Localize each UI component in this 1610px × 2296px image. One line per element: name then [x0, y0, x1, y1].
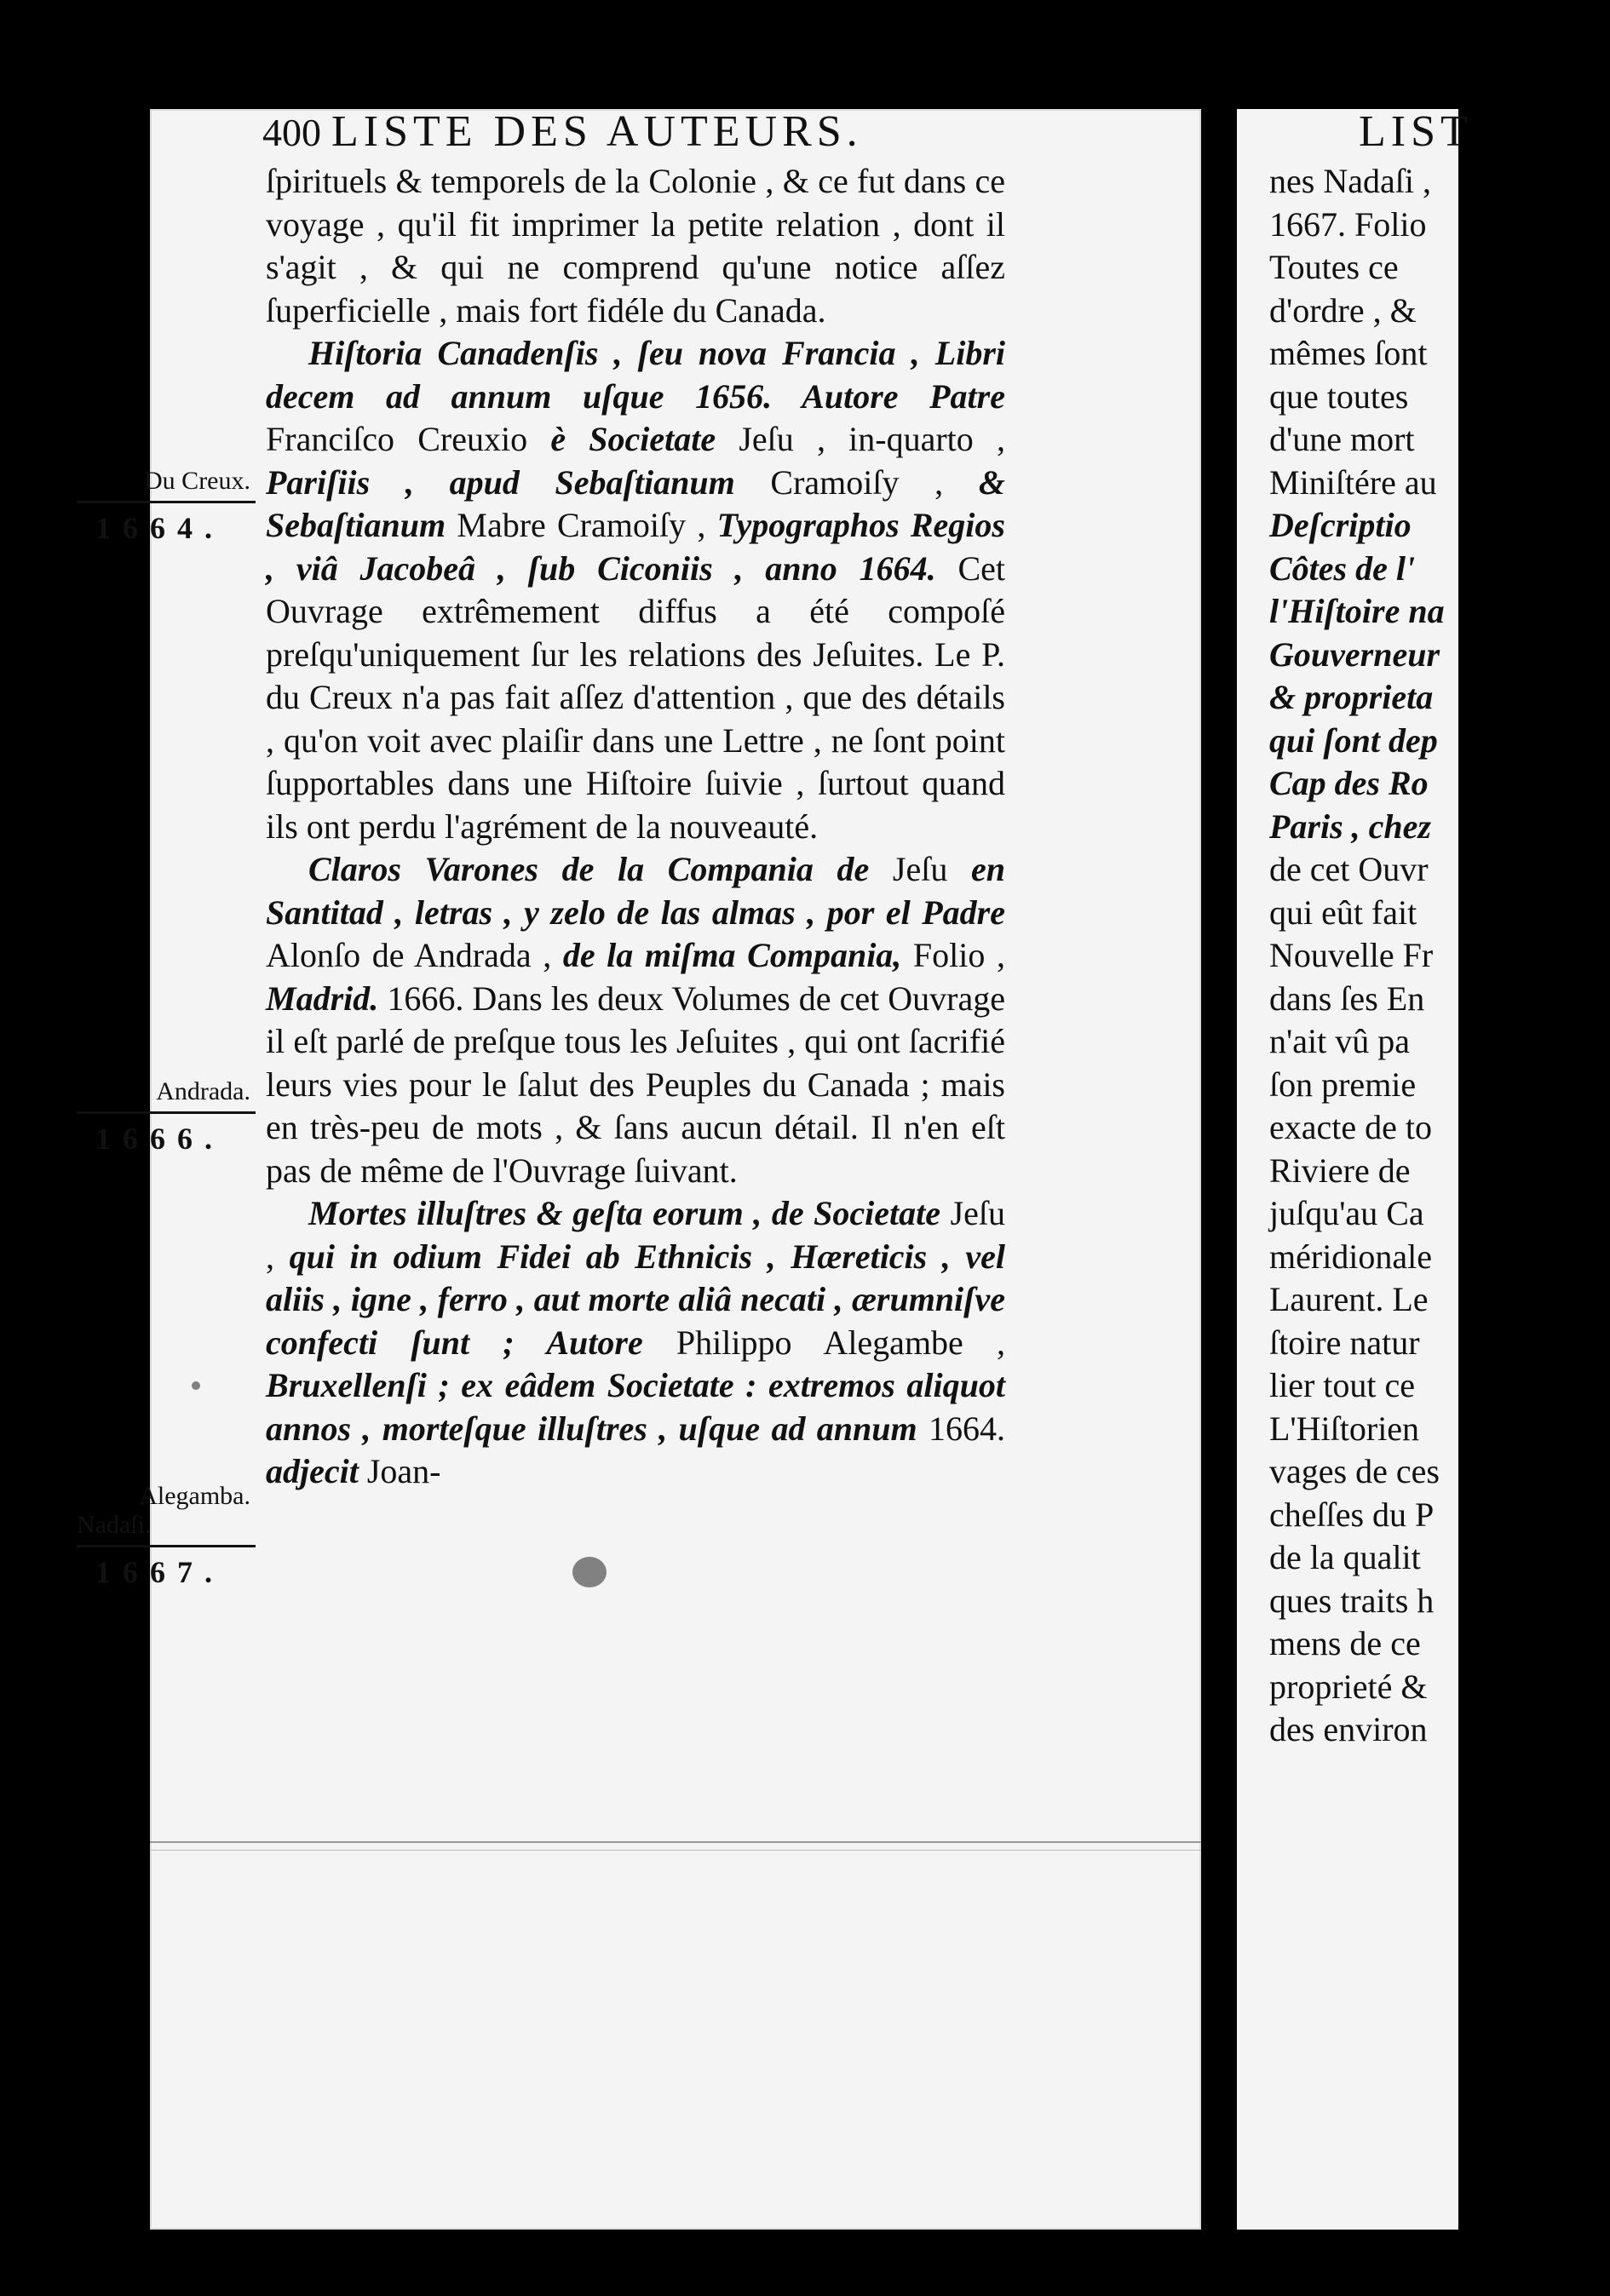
right-page-line: Toutes ce [1269, 248, 1399, 286]
right-page-line: Paris , chez [1269, 806, 1431, 846]
entry-author: Alonſo de Andrada , [266, 936, 563, 974]
right-page-line: juſqu'au Ca [1269, 1194, 1424, 1232]
right-page-line: & proprieta [1269, 678, 1434, 716]
entry-title: Hiſtoria Canadenſis , ſeu nova Francia , Libri decem ad annum uſque 1656. Autore Patre [266, 334, 1005, 416]
right-page-line: proprieté & [1269, 1667, 1428, 1706]
right-page-line: Deſcriptio [1269, 506, 1412, 544]
entry-title-cont: en Santitad , letras , y zelo de las almas , por el Padre [266, 850, 1005, 932]
margin-rule [77, 1111, 256, 1114]
right-page-header: LIST [1359, 107, 1473, 156]
right-page-line: qui eût fait [1269, 893, 1417, 932]
right-page-line: n'ait vû pa [1269, 1022, 1410, 1060]
right-page-line: Riviere de [1269, 1151, 1411, 1190]
entry-du-creux [266, 332, 1005, 848]
right-page-line: Nouvelle Fr [1269, 936, 1434, 974]
entry-format: Jeſu , in-quarto , [716, 420, 1005, 458]
entry-jesu: Jeſu [869, 850, 971, 888]
margin-note-du-creux [77, 467, 256, 546]
right-page-line: cheſſes du P [1269, 1495, 1435, 1534]
entry-printer: Cramoiſy , [734, 462, 979, 502]
right-page-line: dans ſes En [1269, 979, 1425, 1018]
entry-adjecit: adjecit [266, 1452, 359, 1490]
entry-place: Pariſiis , apud Sebaſtianum [266, 462, 735, 502]
right-page-line: qui ſont dep [1269, 720, 1438, 760]
entry-title: Claros Varones de la Compania de [308, 850, 870, 888]
entry-alegamba [266, 1192, 1005, 1494]
right-page-line: d'une mort [1269, 420, 1415, 458]
right-page-line: de cet Ouvr [1269, 850, 1429, 888]
right-page-text [1269, 160, 1610, 1752]
right-page-line: exacte de to [1269, 1108, 1432, 1146]
right-page-line: vages de ces [1269, 1452, 1440, 1490]
margin-year: 1667. [95, 1555, 224, 1589]
right-page-line: méridionale [1269, 1237, 1433, 1276]
right-page-line: ques traits h [1269, 1581, 1435, 1620]
margin-note-andrada [77, 1077, 256, 1157]
right-page-line: mens de ce [1269, 1624, 1421, 1662]
entry-printer-2: Mabre Cramoiſy , [446, 506, 717, 544]
entry-author: Franciſco Creuxio [266, 420, 551, 458]
opening-paragraph: ſpirituels & temporels de la Colonie , & ce fut dans ce voyage , qu'il fit imprimer la petite relation , dont il s'agit , & qui ne comprend qu'une notice aſſez ſuperficielle , mais fort fidéle du Canada. [266, 162, 1005, 330]
entry-tail: Joan- [358, 1452, 441, 1490]
entry-society: è Societate [550, 420, 716, 458]
entry-society: de la miſma Compania, [562, 936, 902, 974]
right-page-line: ſtoire natur [1269, 1323, 1420, 1362]
right-page-line: l'Hiſtoire na [1269, 592, 1445, 630]
right-page-line: mêmes ſont [1269, 334, 1428, 372]
right-page-line: des environ [1269, 1710, 1428, 1748]
entry-commentary: 1666. Dans les deux Volumes de cet Ouvrage il eſt parlé de preſque tous les Jeſuites , qui ont ſacrifié leurs vies pour le ſalut des Peuples du Canada ; mais en très-peu de mots , & ſans aucun détail. Il n'en eſt pas de même de l'Ouvrage ſuivant. [266, 979, 1005, 1190]
entry-jesu: Jeſu , [266, 1194, 1005, 1276]
right-page-line: de la qualit [1269, 1538, 1421, 1576]
entry-imprint: Typographos Regios , viâ Jacobeâ , ſub Ciconiis , anno 1664. [266, 506, 1005, 588]
entry-year: 1664. [917, 1409, 1005, 1448]
margin-note-alegamba [77, 1482, 256, 1590]
margin-year: 1666. [95, 1122, 224, 1156]
entry-andrada [266, 848, 1005, 1192]
margin-author-2: Nadaſi. [77, 1511, 152, 1539]
entry-format: Folio , [901, 936, 1005, 974]
ink-speck [192, 1381, 200, 1390]
margin-author: Du Creux. [144, 467, 250, 495]
right-page-line: que toutes [1269, 376, 1409, 416]
margin-rule [77, 1545, 256, 1547]
page-number: 400 [262, 111, 321, 154]
right-page-line: Laurent. Le [1269, 1280, 1429, 1318]
entry-origin: Bruxellenſi ; ex eâdem Societate : extremos aliquot annos , morteſque illuſtres , uſque ad annum [266, 1366, 1005, 1448]
scan-edge-line-2 [150, 1850, 1201, 1851]
entry-title: Mortes illuſtres & geſta eorum , de Societate [308, 1194, 940, 1232]
page-header [262, 106, 944, 157]
margin-author: Andrada. [156, 1077, 250, 1105]
entry-place: Madrid. [266, 979, 379, 1018]
entry-author: Philippo Alegambe , [642, 1323, 1005, 1362]
right-page-line: L'Hiſtorien [1269, 1409, 1420, 1448]
ink-blot [572, 1557, 607, 1587]
right-page-line: nes Nadaſi , [1269, 162, 1431, 200]
entry-commentary: Cet Ouvrage extrêmement diffus a été compoſé preſqu'uniquement ſur les relations des Jeſuites. Le P. du Creux n'a pas fait aſſez d'attention , que des détails , qu'on voit avec plaiſir dans une Lettre , ne ſont point ſupportables dans une Hiſtoire ſuivie , ſurtout quand ils ont perdu l'agrément de la nouveauté. [266, 548, 1005, 846]
margin-author: Alegamba. [139, 1482, 250, 1510]
right-page-line: ſon premie [1269, 1065, 1417, 1104]
entry-title-cont: qui in odium Fidei ab Ethnicis , Hæreticis , vel aliis , igne , ferro , aut morte aliâ necati , ærumniſve confecti ſunt ; Autore [266, 1237, 1005, 1362]
entry-printer-and: & Sebaſtianum [266, 462, 1005, 544]
right-page-line: Cap des Ro [1269, 764, 1429, 802]
scan-edge-line [150, 1841, 1201, 1843]
margin-year: 1664. [95, 511, 224, 545]
right-page-line: d'ordre , & [1269, 290, 1417, 330]
right-page-line: lier tout ce [1269, 1366, 1416, 1404]
running-title: LISTE DES AUTEURS. [331, 107, 863, 156]
right-page-line: Gouverneur [1269, 634, 1440, 674]
right-page-line: Côtes de l' [1269, 548, 1416, 588]
margin-rule [77, 501, 256, 503]
right-page-line: Miniſtére au [1269, 462, 1437, 502]
main-text-column [266, 160, 1005, 1494]
right-page-line: 1667. Folio [1269, 204, 1427, 244]
